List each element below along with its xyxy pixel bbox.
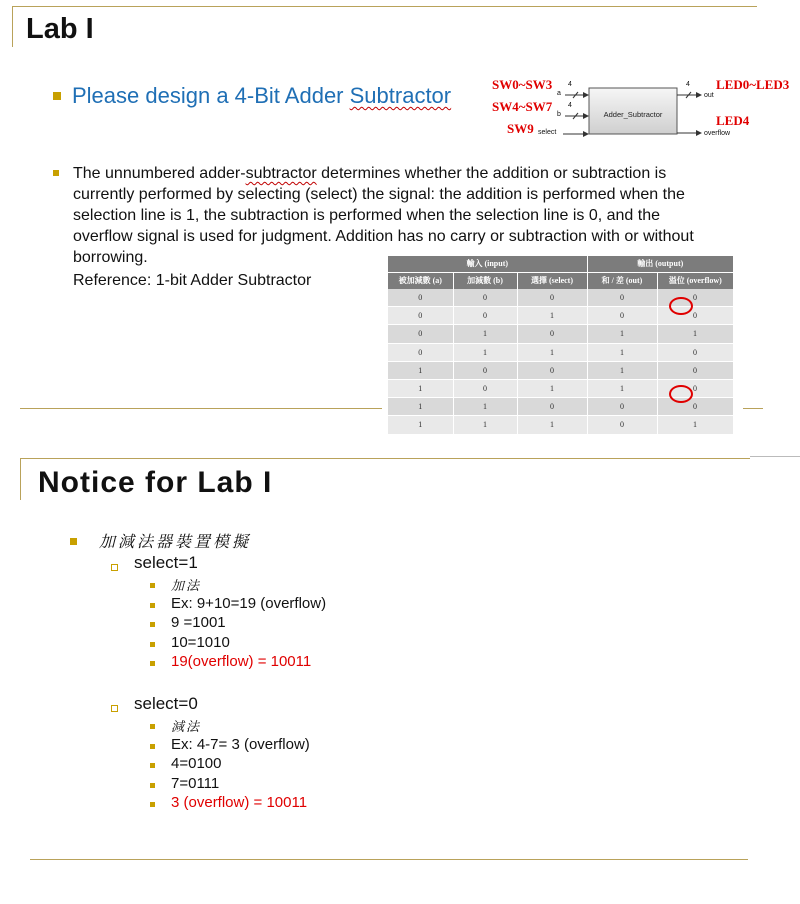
table-cell: 1 — [453, 325, 517, 343]
width-a-label: 4 — [568, 81, 572, 88]
item-bullet-marker — [150, 661, 155, 666]
table-cell: 0 — [657, 379, 733, 397]
table-group-output: 輸出 (output) — [587, 256, 733, 272]
slide2-title: Notice for Lab I — [38, 466, 273, 499]
main-bullet-text: 加減法器裝置模擬 — [99, 532, 252, 551]
slide1-top-rule — [12, 6, 757, 7]
table-group-input: 輸入 (input) — [388, 256, 587, 272]
table-cell: 0 — [587, 289, 657, 307]
item-bullet-marker — [150, 783, 155, 788]
group-label: select=1 — [134, 553, 198, 572]
bullet2-line-5: borrowing. — [73, 249, 148, 266]
table-cell: 1 — [657, 416, 733, 434]
port-a-label: a — [557, 90, 561, 97]
width-out-label: 4 — [686, 81, 690, 88]
result-item: 19(overflow) = 10011 — [171, 653, 312, 671]
table-cell: 1 — [587, 343, 657, 361]
table-row — [388, 416, 733, 434]
table-cell: 0 — [517, 361, 587, 379]
bullet1-wavy-word: Subtractor — [349, 83, 452, 108]
sw-sel-label: SW9 — [507, 121, 534, 136]
result-item: 3 (overflow) = 10011 — [171, 794, 308, 812]
slide2-bottom-rule — [30, 859, 748, 860]
item-bullet-marker — [150, 744, 155, 749]
table-cell: 1 — [517, 343, 587, 361]
table-cell: 0 — [657, 398, 733, 416]
item-bullet-marker — [150, 642, 155, 647]
table-header-select: 選擇 (select) — [517, 272, 587, 289]
bullet-marker — [53, 92, 61, 100]
slide1-bottom-rule-right — [743, 408, 763, 409]
table-cell: 0 — [587, 307, 657, 325]
table-header-out: 和 / 差 (out) — [587, 272, 657, 289]
slide1-title: Lab I — [26, 13, 94, 45]
table-cell: 0 — [388, 289, 453, 307]
table-cell: 1 — [388, 379, 453, 397]
list-item: Ex: 9+10=19 (overflow) — [171, 594, 327, 612]
table-cell: 1 — [388, 416, 453, 434]
table-cell: 0 — [453, 307, 517, 325]
table-header-a: 被加減數 (a) — [388, 272, 453, 289]
port-select-label: select — [538, 129, 557, 136]
list-item: 9 =1001 — [171, 614, 226, 632]
table-cell: 0 — [517, 289, 587, 307]
item-bullet-marker — [150, 724, 155, 729]
group-label: select=0 — [134, 694, 198, 713]
table-cell: 0 — [388, 307, 453, 325]
bullet2-paragraph — [73, 163, 763, 268]
table-cell: 0 — [657, 289, 733, 307]
slide2-left-rule — [20, 458, 21, 500]
truth-table — [388, 256, 734, 435]
table-row — [388, 343, 733, 361]
port-b-label: b — [557, 111, 561, 118]
table-cell: 1 — [517, 307, 587, 325]
table-cell: 1 — [517, 379, 587, 397]
list-item: 加法 — [171, 579, 202, 594]
block-label: Adder_Subtractor — [603, 110, 663, 119]
bullet-marker — [70, 538, 77, 545]
truth-table-wrapper — [388, 256, 733, 435]
table-cell: 0 — [453, 361, 517, 379]
highlight-circle — [669, 385, 693, 403]
table-row — [388, 361, 733, 379]
slide2-top-rule-gray — [750, 456, 800, 457]
item-bullet-marker — [150, 763, 155, 768]
bullet2-line-4: overflow signal is used for judgment. Addition has no carry or subtraction with or without — [73, 228, 694, 245]
list-item: 4=0100 — [171, 755, 222, 773]
sw-a-label: SW0~SW3 — [492, 77, 553, 92]
sub-bullet-marker — [111, 564, 118, 571]
table-cell: 0 — [388, 343, 453, 361]
table-cell: 0 — [453, 289, 517, 307]
table-cell: 1 — [517, 416, 587, 434]
bullet2-line-2: currently performed by selecting (select) the signal: the addition is performed when the — [73, 186, 685, 203]
bullet-marker — [53, 170, 59, 176]
table-cell: 1 — [388, 398, 453, 416]
led-out-label: LED0~LED3 — [716, 77, 790, 92]
table-cell: 0 — [388, 325, 453, 343]
port-overflow-label: overflow — [704, 130, 731, 137]
table-cell: 0 — [657, 307, 733, 325]
item-bullet-marker — [150, 802, 155, 807]
table-cell: 1 — [453, 398, 517, 416]
table-cell: 0 — [517, 325, 587, 343]
highlight-circle — [669, 297, 693, 315]
table-cell: 1 — [587, 379, 657, 397]
list-item: 7=0111 — [171, 774, 220, 792]
slide2-top-rule — [20, 458, 750, 459]
bullet2-wavy-word: subtractor — [245, 165, 317, 182]
led-ovf-label: LED4 — [716, 113, 750, 128]
reference-text: Reference: 1-bit Adder Subtractor — [73, 272, 312, 289]
width-b-label: 4 — [568, 102, 572, 109]
table-cell: 0 — [453, 379, 517, 397]
bullet1-text — [72, 83, 451, 109]
table-cell: 0 — [657, 343, 733, 361]
sw-b-label: SW4~SW7 — [492, 99, 553, 114]
table-row — [388, 325, 733, 343]
table-cell: 1 — [453, 343, 517, 361]
list-item: 減法 — [171, 720, 202, 735]
table-cell: 1 — [453, 416, 517, 434]
list-item: 10=1010 — [171, 633, 230, 651]
slide1-left-rule — [12, 6, 13, 47]
table-cell: 1 — [388, 361, 453, 379]
item-bullet-marker — [150, 603, 155, 608]
bullet1-prefix: Please design a 4-Bit Adder — [72, 83, 350, 108]
bullet2-line-3: selection line is 1, the subtraction is performed when the selection line is 0, and the — [73, 207, 660, 224]
sub-bullet-marker — [111, 705, 118, 712]
table-cell: 1 — [587, 325, 657, 343]
item-bullet-marker — [150, 583, 155, 588]
table-header-b: 加減數 (b) — [453, 272, 517, 289]
table-cell: 0 — [587, 416, 657, 434]
list-item: Ex: 4-7= 3 (overflow) — [171, 735, 310, 753]
table-header-overflow: 溢位 (overflow) — [657, 272, 733, 289]
item-bullet-marker — [150, 622, 155, 627]
table-cell: 1 — [587, 361, 657, 379]
port-out-label: out — [704, 92, 714, 99]
table-cell: 0 — [517, 398, 587, 416]
bullet2-line-1: The unnumbered adder-subtractor determines whether the addition or subtraction is — [73, 165, 667, 182]
table-cell: 0 — [587, 398, 657, 416]
table-cell: 0 — [657, 361, 733, 379]
slide1-bottom-rule — [20, 408, 382, 409]
table-cell: 1 — [657, 325, 733, 343]
